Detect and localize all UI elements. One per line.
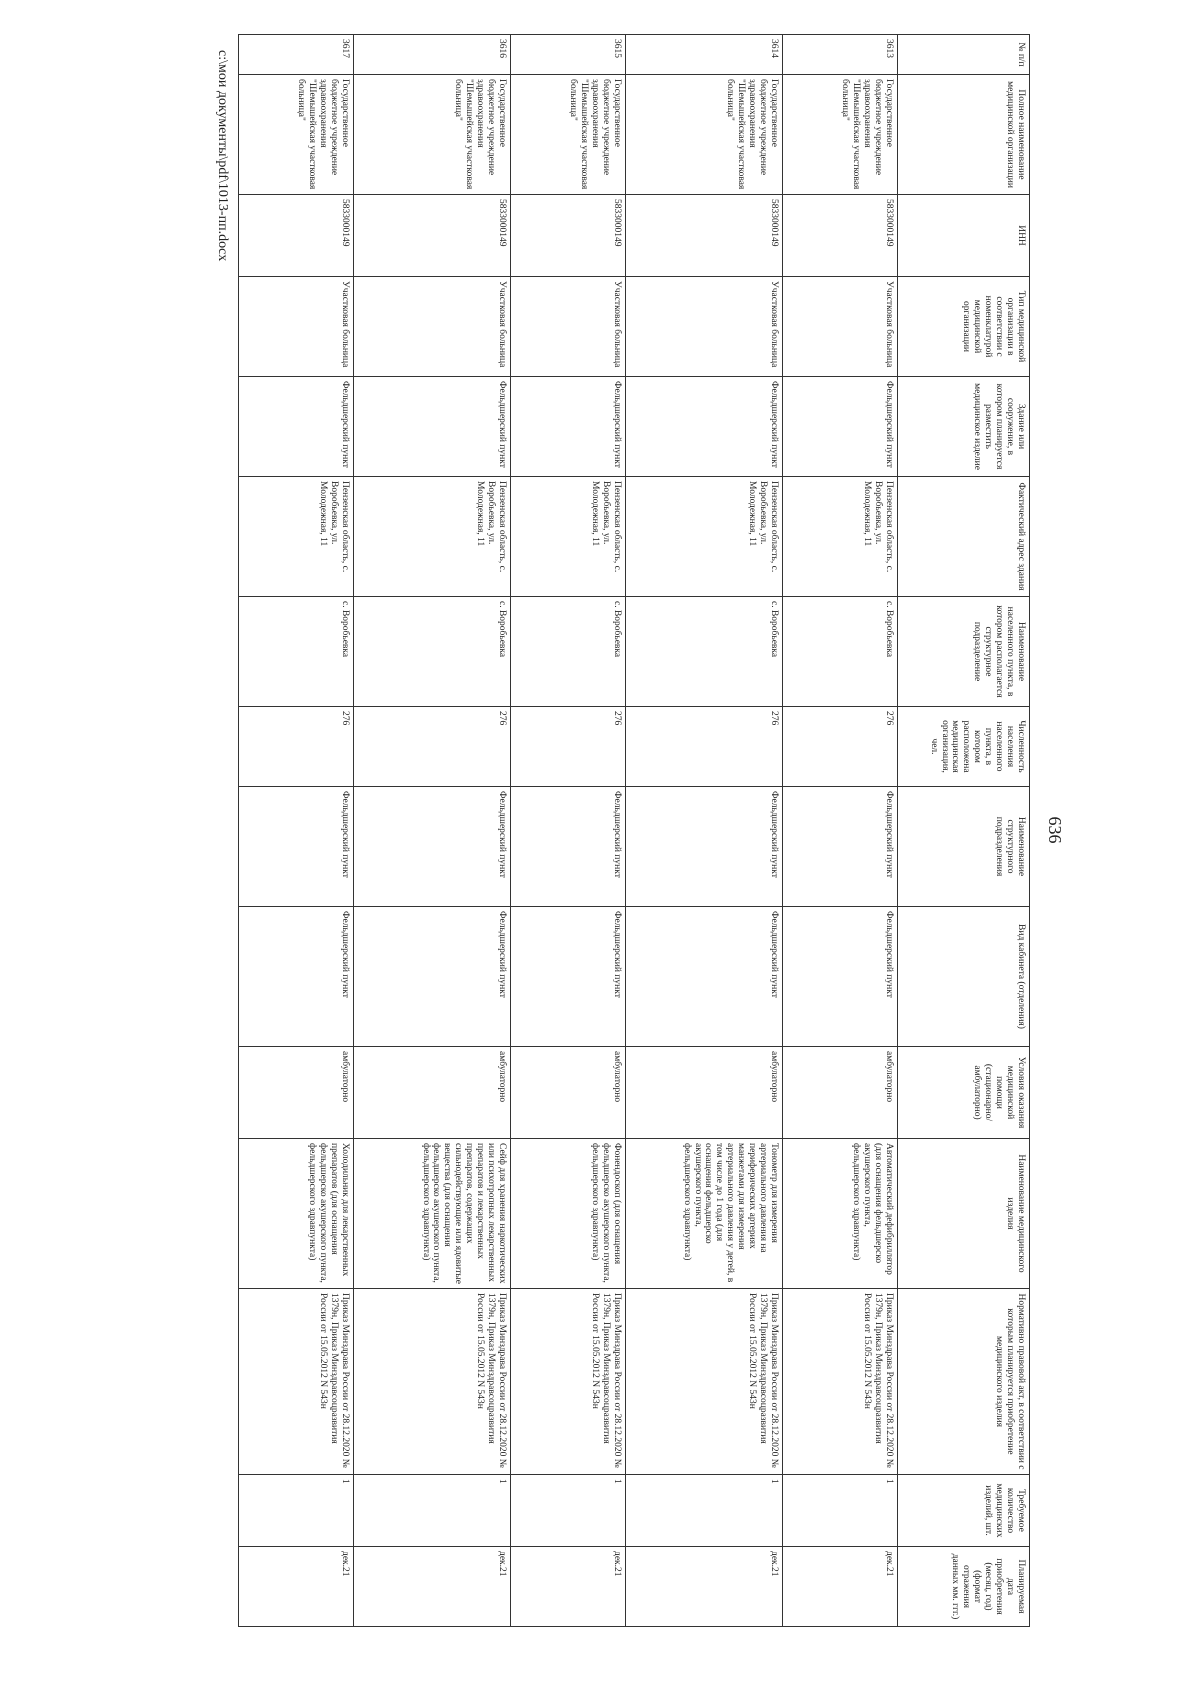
column-header: ИНН <box>898 195 1030 277</box>
cell-subdivision: Фельдшерский пункт <box>239 787 354 907</box>
cell-cabinet: Фельдшерский пункт <box>354 907 511 1047</box>
cell-address: Пензенская область, с. Воробьевка, ул. Молодежная, 11 <box>511 477 626 597</box>
column-header: Фактический адрес здания <box>898 477 1030 597</box>
cell-num: 3614 <box>626 35 783 75</box>
cell-address: Пензенская область, с. Воробьевка, ул. Молодежная, 11 <box>626 477 783 597</box>
cell-building: Фельдшерский пункт <box>783 377 898 477</box>
column-header: Планируемая дата приобретения (месяц, год) (формат отражения данных мм. ггг.) <box>898 1547 1030 1627</box>
column-header: Нормативно правовой акт, в соответствии с которым планируется приобретение медицинского изделия <box>898 1289 1030 1475</box>
cell-building: Фельдшерский пункт <box>354 377 511 477</box>
cell-population: 276 <box>511 707 626 787</box>
cell-org: Государственное бюджетное учреждение здравоохранения "Шемышейская участковая больница" <box>783 75 898 195</box>
table-row <box>783 35 898 1627</box>
column-header: Полное наименование медицинской организации <box>898 75 1030 195</box>
cell-act: Приказ Минздрава России от 28.12.2020 № 1379н, Приказ Минздравсоцразвития России от 15.05.2012 N 543н <box>239 1289 354 1475</box>
cell-cabinet: Фельдшерский пункт <box>783 907 898 1047</box>
table-row <box>239 35 354 1627</box>
table-row <box>354 35 511 1627</box>
page-number: 636 <box>1045 816 1065 844</box>
cell-org: Государственное бюджетное учреждение здравоохранения "Шемышейская участковая больница" <box>239 75 354 195</box>
cell-address: Пензенская область, с. Воробьевка, ул. Молодежная, 11 <box>783 477 898 597</box>
cell-building: Фельдшерский пункт <box>626 377 783 477</box>
cell-type: Участковая больница <box>783 277 898 377</box>
cell-qty: 1 <box>354 1475 511 1547</box>
cell-org: Государственное бюджетное учреждение здравоохранения "Шемышейская участковая больница" <box>354 75 511 195</box>
cell-date: дек.21 <box>626 1547 783 1627</box>
column-header: Численность населения населенного пункта, в котором расположена медицинская организация, чел. <box>898 707 1030 787</box>
column-header: Тип медицинской организации в соответствии с номенклатурой медицинской организации <box>898 277 1030 377</box>
cell-type: Участковая больница <box>626 277 783 377</box>
column-header: Требуемое количество медицинских изделий, шт. <box>898 1475 1030 1547</box>
table-row <box>626 35 783 1627</box>
column-header: Условия оказания медицинской помощи (стационарно/амбулаторно) <box>898 1047 1030 1139</box>
cell-num: 3617 <box>239 35 354 75</box>
cell-subdivision: Фельдшерский пункт <box>511 787 626 907</box>
cell-device: Автоматический дефибриллятор (для оснащения фельдшерско акушерского пункта, фельдшерского здравпункта) <box>783 1139 898 1289</box>
file-path-footer: c:\мои документы\pdf\1013-пп.docx <box>215 50 230 262</box>
cell-cabinet: Фельдшерский пункт <box>626 907 783 1047</box>
cell-conditions: амбулаторно <box>239 1047 354 1139</box>
cell-population: 276 <box>783 707 898 787</box>
cell-cabinet: Фельдшерский пункт <box>511 907 626 1047</box>
cell-qty: 1 <box>511 1475 626 1547</box>
cell-org: Государственное бюджетное учреждение здравоохранения "Шемышейская участковая больница" <box>626 75 783 195</box>
cell-date: дек.21 <box>239 1547 354 1627</box>
cell-qty: 1 <box>239 1475 354 1547</box>
cell-qty: 1 <box>626 1475 783 1547</box>
document-page <box>180 30 1070 1630</box>
equipment-table <box>238 34 1030 1627</box>
cell-address: Пензенская область, с. Воробьевка, ул. Молодежная, 11 <box>239 477 354 597</box>
cell-inn: 5833000149 <box>354 195 511 277</box>
cell-date: дек.21 <box>511 1547 626 1627</box>
cell-device: Сейф для хранения наркотических или психотропных лекарственных препаратов и лекарственных препаратов, содержащих сильнодействующие или ядовитые вещества (для оснащения фельдшерско акушерского пункта, фельдшерского здравпункта) <box>354 1139 511 1289</box>
cell-type: Участковая больница <box>511 277 626 377</box>
cell-population: 276 <box>626 707 783 787</box>
cell-inn: 5833000149 <box>511 195 626 277</box>
cell-device: Тонометр для измерения артериального давления на периферических артериях манжетами для измерения артериального давления у детей, в том числе до 1 года (для оснащения фельдшерско акушерского пункта, фельдшерского здравпункта) <box>626 1139 783 1289</box>
cell-date: дек.21 <box>783 1547 898 1627</box>
cell-inn: 5833000149 <box>239 195 354 277</box>
cell-date: дек.21 <box>354 1547 511 1627</box>
cell-locality: с. Воробьевка <box>354 597 511 707</box>
cell-cabinet: Фельдшерский пункт <box>239 907 354 1047</box>
table-body <box>239 35 898 1627</box>
column-header: Наименование медицинского изделия <box>898 1139 1030 1289</box>
cell-subdivision: Фельдшерский пункт <box>626 787 783 907</box>
cell-inn: 5833000149 <box>626 195 783 277</box>
cell-conditions: амбулаторно <box>626 1047 783 1139</box>
cell-conditions: амбулаторно <box>783 1047 898 1139</box>
column-header: Наименование структурного подразделения <box>898 787 1030 907</box>
column-header: Наименование населенного пункта, в котором располагается структурное подразделение <box>898 597 1030 707</box>
column-header: Здание или сооружение, в котором планируется разместить медицинское изделие <box>898 377 1030 477</box>
cell-locality: с. Воробьевка <box>511 597 626 707</box>
cell-population: 276 <box>239 707 354 787</box>
cell-device: Фонендоскоп (для оснащения фельдшерско акушерского пункта, фельдшерского здравпункта) <box>511 1139 626 1289</box>
table-header <box>898 35 1030 1627</box>
column-header: № п/п <box>898 35 1030 75</box>
cell-conditions: амбулаторно <box>511 1047 626 1139</box>
cell-org: Государственное бюджетное учреждение здравоохранения "Шемышейская участковая больница" <box>511 75 626 195</box>
cell-act: Приказ Минздрава России от 28.12.2020 № 1379н, Приказ Минздравсоцразвития России от 15.05.2012 N 543н <box>511 1289 626 1475</box>
cell-act: Приказ Минздрава России от 28.12.2020 № 1379н, Приказ Минздравсоцразвития России от 15.05.2012 N 543н <box>783 1289 898 1475</box>
cell-population: 276 <box>354 707 511 787</box>
cell-act: Приказ Минздрава России от 28.12.2020 № 1379н, Приказ Минздравсоцразвития России от 15.05.2012 N 543н <box>626 1289 783 1475</box>
cell-address: Пензенская область, с. Воробьевка, ул. Молодежная, 11 <box>354 477 511 597</box>
cell-device: Холодильник для лекарственных препаратов (для оснащения фельдшерско акушерского пункта, фельдшерского здравпункта) <box>239 1139 354 1289</box>
cell-building: Фельдшерский пункт <box>511 377 626 477</box>
cell-locality: с. Воробьевка <box>239 597 354 707</box>
cell-building: Фельдшерский пункт <box>239 377 354 477</box>
cell-subdivision: Фельдшерский пункт <box>783 787 898 907</box>
cell-act: Приказ Минздрава России от 28.12.2020 № 1379н, Приказ Минздравсоцразвития России от 15.05.2012 N 543н <box>354 1289 511 1475</box>
cell-conditions: амбулаторно <box>354 1047 511 1139</box>
cell-num: 3616 <box>354 35 511 75</box>
cell-locality: с. Воробьевка <box>626 597 783 707</box>
column-header: Вид кабинета (отделения) <box>898 907 1030 1047</box>
cell-inn: 5833000149 <box>783 195 898 277</box>
cell-type: Участковая больница <box>239 277 354 377</box>
cell-num: 3613 <box>783 35 898 75</box>
cell-subdivision: Фельдшерский пункт <box>354 787 511 907</box>
cell-num: 3615 <box>511 35 626 75</box>
table-row <box>511 35 626 1627</box>
cell-qty: 1 <box>783 1475 898 1547</box>
cell-locality: с. Воробьевка <box>783 597 898 707</box>
cell-type: Участковая больница <box>354 277 511 377</box>
